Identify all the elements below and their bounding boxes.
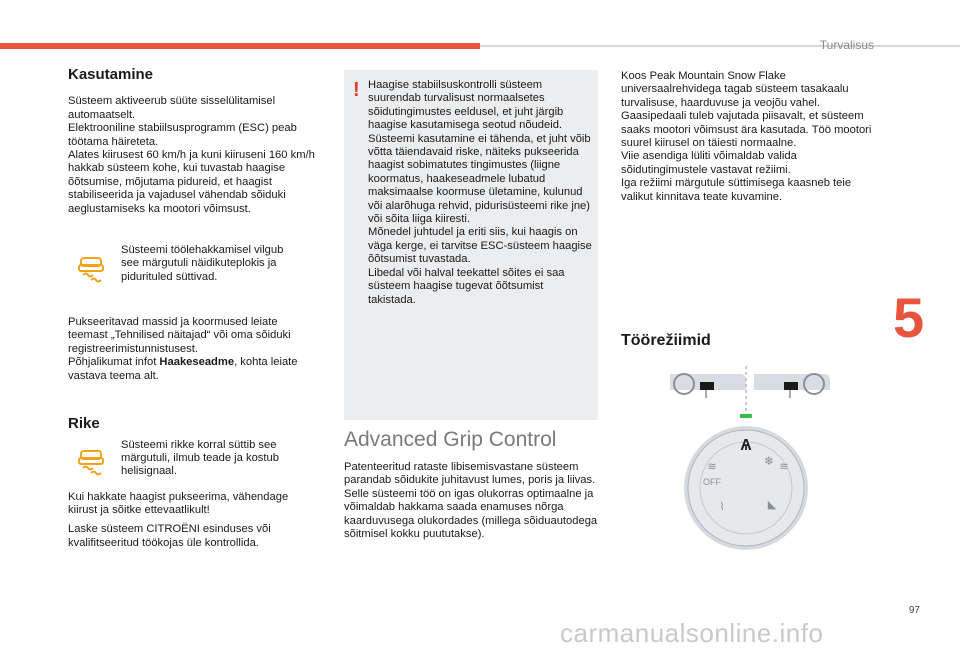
watermark: carmanualsonline.info [560,618,824,648]
esp-off-mode-icon: ≋ [707,461,717,473]
selected-mode-indicator [740,414,752,418]
right-line-1: Koos Peak Mountain Snow Flake universaalrehvidega tagab süsteem tasakaalu turvalisuse, haarduvuse ja veojõu vahel. [621,70,849,109]
fault-text-2: Laske süsteem CITROËNI esinduses või kvalifitseeritud töökojas üle kontrollida. [68,523,271,549]
page-number: 97 [908,605,920,616]
warning-line-4: Libedal või halval teekattel sõites ei saa süsteem haagise tugevat õõtsumist takistada. [368,266,565,306]
trailer-stability-fault-icon [76,447,106,477]
dashboard-rhd-icon [754,374,830,398]
usage-text-2: Elektrooniline stabiilsusprogramm (ESC) peab töötama häireteta. [68,122,297,148]
chapter-number: 5 [893,286,925,349]
usage-text-5-suffix: , kohta leiate vastava teema alt. [68,356,298,382]
trailer-stability-warning-icon [76,254,106,284]
agc-line-2: Selle süsteemi töö on igas olukorras optimaalne ja võimaldab hakkama saada enamuses nõrga kaarduvusega olukordades (millega sõiduautodega sõitmisel kokku puututakse). [344,487,598,541]
usage-text-4: Pukseeritavad massid ja koormused leiate teemast „Tehnilised näitajad“ või oma sõiduki registreerimistunnistusest. [68,316,291,355]
header-accent-bar [0,43,480,49]
warning-exclamation-icon: ! [353,79,360,101]
usage-icon-note [68,244,320,316]
standard-mode-icon: Ѧ [740,437,752,454]
right-line-3: Viie asendiga lüliti võimaldab valida sõidutingimustele vastavat režiimi. [621,150,797,176]
section-label: Turvalisus [819,38,874,52]
usage-text-1: Süsteem aktiveerub süüte sisselülitamisel automaatselt. [68,95,276,121]
modes-heading: Töörežiimid [621,332,711,349]
right-line-4: Iga režiimi märgutule süttimisega kaasneb teie valikut kinnitava teate kuvamine. [621,177,852,203]
agc-line-1: Patenteeritud rataste libisemisvastane süsteem parandab sõidukite juhitavust lumes, poris ja liivas. [344,461,596,487]
usage-text-5 [68,356,320,383]
header-rule [480,45,960,47]
column-right [621,70,877,204]
usage-text-5-prefix: Põhjalikumat infot [68,356,160,369]
warning-line-1: Haagise stabiilsuskontrolli süsteem suurendab turvalisust normaalsetes sõidutingimustes eeldusel, et juht järgib haagise kasutamisega seotud nõudeid. [368,79,564,132]
snow-mode-icon: ❄ [763,454,775,468]
all-terrain-mode-icon: ◣ [767,499,777,511]
agc-text [344,461,600,541]
fault-text-1: Kui hakkate haagist pukseerima, vähendage kiirust ja sõitke ettevaatlikult! [68,490,289,516]
mud-mode-icon: ≋ [779,461,789,473]
mode-selector-illustration [660,360,840,585]
usage-text-5-bold: Haakeseadme [159,356,235,369]
mode-dial [684,414,808,550]
fault-icon-text: Süsteemi rikke korral süttib see märgutuli, ilmub teade ja kostub helisignaal. [121,438,279,478]
warning-line-3: Mõnedel juhtudel ja eriti siis, kui haagis on väga kerge, ei tarvitse ESC-süsteem haagise õõtsumist tuvastada. [368,226,592,266]
usage-icon-text: Süsteemi töölehakkamisel vilgub see märgutuli näidikuteplokis ja pidurituled süttivad. [121,244,284,283]
dashboard-lhd-icon [670,374,746,398]
off-label: OFF [703,477,721,487]
sand-mode-icon: ⌇ [719,501,725,513]
fault-icon-note [68,439,320,491]
warning-text [368,79,594,307]
usage-text-3: Alates kiirusest 60 km/h ja kuni kiiruseni 160 km/h hakkab süsteem kohe, kui tuvastab haagise õõtsumise, mõjutama pidureid, et haagist stabiliseerida ja vajadusel vähendab sõiduki aeglustamiseks ka mootori võimsust. [68,149,315,215]
fault-heading: Rike [68,415,100,433]
right-line-2: Gaasipedaali tuleb vajutada piisavalt, et süsteem saaks mootori võimsust ära kasutada. Töö mootori suurel kiirusel on täiesti normaalne. [621,110,872,150]
column-left [68,68,320,550]
agc-title: Advanced Grip Control [344,428,557,451]
warning-line-2: Süsteemi kasutamine ei tähenda, et juht võib võtta täiendavaid riske, näiteks pukseerida haagist sobimatutes tingimustes (liigne koormatus, haakeseadmele lubatud maksimaalse koormuse ületamine, kulunud või alarõhuga rehvid, pidurisüsteemi rike jne) või sõita liiga kiiresti. [368,132,591,226]
usage-heading: Kasutamine [68,66,154,83]
